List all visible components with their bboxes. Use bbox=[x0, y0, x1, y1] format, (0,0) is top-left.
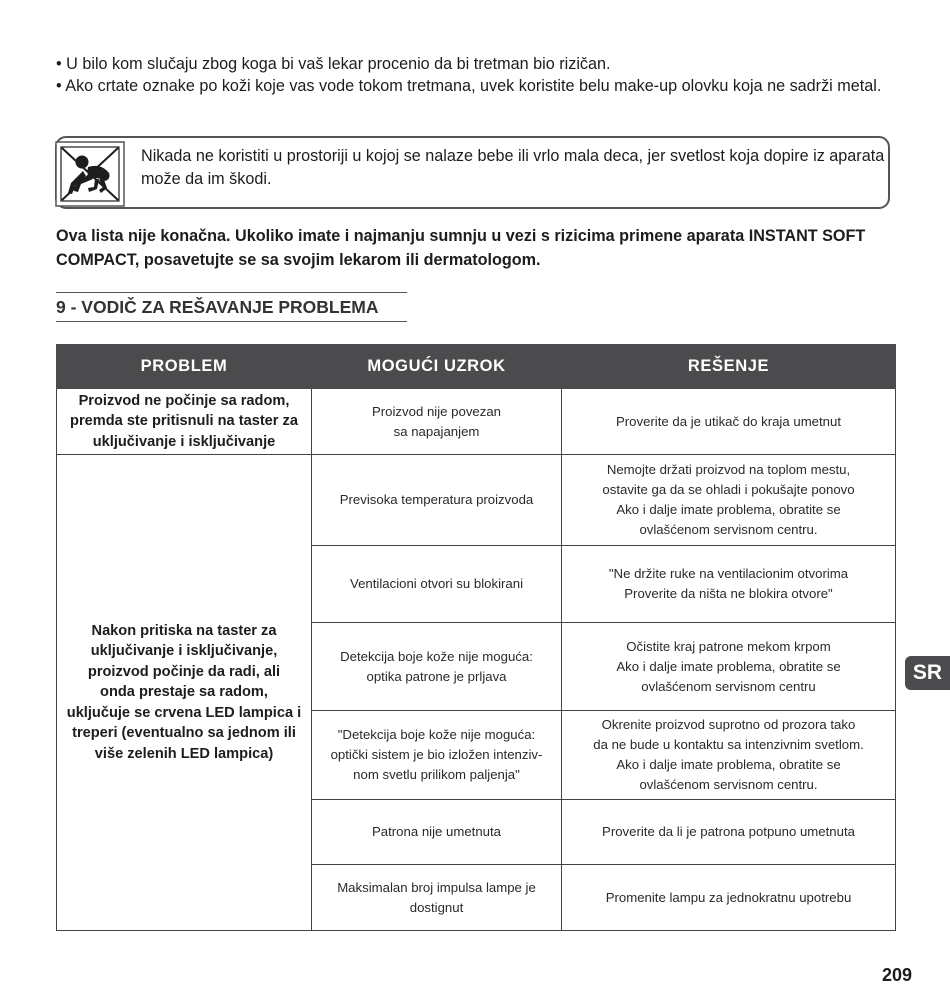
cell-line: sa napajanjem bbox=[393, 423, 480, 439]
section-title: 9 - VODIČ ZA REŠAVANJE PROBLEMA bbox=[56, 292, 407, 322]
cell-line: onda prestaje sa radom, bbox=[100, 684, 268, 701]
cell-line: Ako i dalje imate problema, obratite se bbox=[616, 502, 841, 517]
bullet-item: • Ako crtate oznake po koži koje vas vode tokom tretmana, uvek koristite belu make-up olovku koja ne sadrži metal. bbox=[56, 77, 882, 95]
cell-line: Nakon pritiska na taster za bbox=[91, 622, 277, 639]
cell-line: Proizvod ne počinje sa radom, bbox=[78, 392, 290, 409]
bullet-item: • U bilo kom slučaju zbog koga bi vaš lekar procenio da bi tretman bio rizičan. bbox=[56, 55, 611, 73]
cell-line: Previsoka temperatura proizvoda bbox=[339, 492, 534, 507]
solution-cell bbox=[562, 455, 896, 546]
note-paragraph: Ova lista nije konačna. Ukoliko imate i najmanju sumnju u vezi s rizicima primene aparata INSTANT SOFT COMPACT, posavetujte se sa svojim lekarom ili dermatologom. bbox=[56, 227, 866, 269]
cell-line: Okrenite proizvod suprotno od prozora tako bbox=[601, 717, 856, 732]
cell-line: "Ne držite ruke na ventilacionim otvorima bbox=[608, 566, 849, 581]
troubleshooting-table bbox=[56, 344, 896, 931]
cell-line: "Detekcija boje kože nije moguća: bbox=[337, 727, 536, 742]
cell-line: optika patrone je prljava bbox=[366, 668, 507, 684]
cell-line: Promenite lampu za jednokratnu upotrebu bbox=[605, 889, 852, 905]
cell-line: Proverite da ništa ne blokira otvore" bbox=[624, 586, 833, 601]
table-row bbox=[57, 389, 896, 455]
solution-cell bbox=[562, 800, 896, 865]
solution-cell bbox=[562, 865, 896, 931]
page-number: 209 bbox=[882, 965, 913, 985]
cell-line: ovlašćenom servisnom centru bbox=[641, 678, 816, 694]
cell-line: Očistite kraj patrone mekom krpom bbox=[626, 638, 831, 654]
cell-line: ovlašćenom servisnom centru. bbox=[639, 777, 818, 792]
cell-line: Maksimalan broj impulsa lampe je bbox=[337, 879, 536, 895]
no-babies-icon bbox=[55, 141, 125, 207]
bullet-list bbox=[56, 53, 901, 97]
header-problem: PROBLEM bbox=[57, 345, 312, 389]
cell-line: treperi (eventualno sa jednom ili bbox=[72, 725, 296, 742]
cell-line: Patrona nije umetnuta bbox=[371, 824, 502, 839]
cell-line: Proizvod nije povezan bbox=[371, 403, 502, 419]
table-row bbox=[57, 455, 896, 546]
cause-cell bbox=[312, 546, 562, 623]
solution-cell bbox=[562, 389, 896, 455]
cell-line: da ne bude u kontaktu sa intenzivnim svetlom. bbox=[593, 737, 864, 752]
cell-line: Ako i dalje imate problema, obratite se bbox=[616, 757, 841, 772]
problem-cell bbox=[57, 455, 312, 931]
language-tab: SR bbox=[905, 656, 950, 690]
cause-cell bbox=[312, 389, 562, 455]
cell-line: uključivanje i isključivanje, bbox=[90, 643, 278, 660]
solution-cell bbox=[562, 623, 896, 711]
cause-cell bbox=[312, 800, 562, 865]
solution-cell bbox=[562, 711, 896, 800]
cell-line: optički sistem je bio izložen intenziv- bbox=[330, 747, 543, 762]
problem-cell bbox=[57, 389, 312, 455]
cell-line: uključuje se crvena LED lampica i bbox=[66, 704, 302, 721]
cell-line: ostavite ga da se ohladi i pokušajte ponovo bbox=[602, 482, 855, 497]
header-solution: REŠENJE bbox=[562, 345, 896, 389]
cause-cell bbox=[312, 711, 562, 800]
cell-line: uključivanje i isključivanje bbox=[92, 433, 276, 450]
cell-line: premda ste pritisnuli na taster za bbox=[70, 413, 298, 430]
cell-line: Detekcija boje kože nije moguća: bbox=[340, 648, 533, 664]
cell-line: ovlašćenom servisnom centru. bbox=[639, 522, 818, 537]
cell-line: Proverite da je utikač do kraja umetnut bbox=[615, 413, 842, 429]
cell-line: dostignut bbox=[409, 899, 464, 915]
table-header-row bbox=[57, 345, 896, 389]
header-cause: MOGUĆI UZROK bbox=[312, 345, 562, 389]
warning-text: Nikada ne koristiti u prostoriji u kojoj se nalaze bebe ili vrlo mala deca, jer svetlost koja dopire iz aparata može da im škodi. bbox=[141, 147, 885, 188]
cell-line: Ako i dalje imate problema, obratite se bbox=[616, 658, 841, 674]
cause-cell bbox=[312, 623, 562, 711]
cell-line: nom svetlu prilikom paljenja" bbox=[353, 767, 520, 782]
cell-line: Nemojte držati proizvod na toplom mestu, bbox=[606, 462, 851, 477]
cause-cell bbox=[312, 455, 562, 546]
cause-cell bbox=[312, 865, 562, 931]
cell-line: više zelenih LED lampica) bbox=[94, 745, 274, 762]
cell-line: Ventilacioni otvori su blokirani bbox=[350, 576, 523, 591]
cell-line: Proverite da li je patrona potpuno umetnuta bbox=[602, 824, 855, 839]
cell-line: proizvod počinje da radi, ali bbox=[87, 663, 281, 680]
solution-cell bbox=[562, 546, 896, 623]
